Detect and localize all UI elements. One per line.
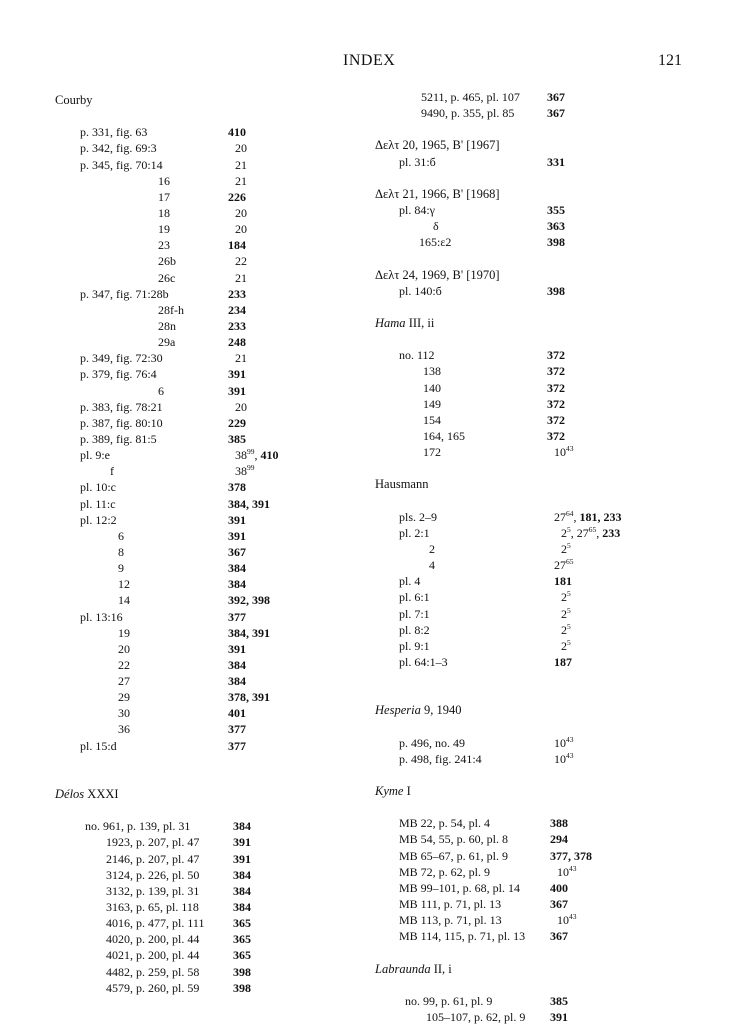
index-entry (55, 851, 345, 867)
entry-pages: 233 (228, 286, 246, 301)
index-entry (55, 834, 345, 850)
spacer (55, 108, 345, 124)
index-entry (55, 657, 345, 673)
entry-pages: 398 (233, 964, 251, 979)
entry-label: 3124, p. 226, pl. 50 (106, 867, 200, 882)
entry-label: 28f-h (158, 302, 184, 317)
entry-pages: 372 (547, 348, 565, 363)
entry-pages: 20 (235, 399, 247, 414)
entry-label: 172 (423, 445, 441, 460)
entry-pages: 226 (228, 189, 246, 204)
spacer (375, 331, 675, 347)
entry-pages: 372 (547, 364, 565, 379)
index-entry (55, 334, 345, 350)
entry-label: pl. 84:γ (399, 202, 435, 217)
entry-pages: 384 (233, 819, 251, 834)
entry-label: 4579, p. 260, pl. 59 (106, 980, 200, 995)
entry-pages: $10^{43}$ (557, 912, 577, 928)
entry-label: 4020, p. 200, pl. 44 (106, 932, 200, 947)
index-entry (55, 609, 345, 625)
index-entry (375, 218, 675, 234)
entry-pages: 229 (228, 415, 246, 430)
entry-pages: 391 (228, 641, 246, 656)
index-entry (55, 673, 345, 689)
entry-pages: 184 (228, 238, 246, 253)
entry-pages: 398 (547, 235, 565, 250)
index-column-left (55, 92, 345, 996)
entry-pages: 384 (233, 883, 251, 898)
spacer (375, 977, 675, 993)
index-heading: Courby (55, 93, 93, 107)
index-entry (55, 915, 345, 931)
entry-pages: 331 (547, 154, 565, 169)
entry-label: pl. 31:б (399, 154, 436, 169)
entry-label: 164, 165 (423, 428, 465, 443)
entry-label: 29 (118, 690, 130, 705)
index-entry (55, 399, 345, 415)
entry-pages: 372 (547, 396, 565, 411)
entry-label: 165:ε2 (419, 235, 452, 250)
entry-pages: 233 (228, 318, 246, 333)
index-entry (375, 347, 675, 363)
entry-label: 18 (158, 205, 170, 220)
index-entry (55, 350, 345, 366)
entry-pages: 391 (233, 835, 251, 850)
entry-label: 2 (429, 541, 435, 556)
spacer (375, 944, 675, 960)
index-entry (55, 237, 345, 253)
entry-label: δ (433, 219, 439, 234)
index-entry (55, 318, 345, 334)
entry-label: pl. 12:2 (80, 512, 117, 527)
entry-pages: $38^{99}$ (235, 463, 255, 479)
entry-pages: 378, 391 (228, 690, 270, 705)
entry-label: 14 (118, 593, 130, 608)
entry-pages: 378 (228, 480, 246, 495)
spacer (55, 802, 345, 818)
entry-label: 23 (158, 238, 170, 253)
entry-label: 105–107, p. 62, pl. 9 (426, 1010, 526, 1025)
entry-pages: 181 (554, 574, 572, 589)
index-entry (375, 234, 675, 250)
index-heading: Hama III, ii (375, 315, 435, 330)
entry-pages: 391 (228, 512, 246, 527)
entry-pages: 365 (233, 948, 251, 963)
entry-label: p. 383, fig. 78:21 (80, 399, 163, 414)
entry-label: pl. 64:1–3 (399, 654, 448, 669)
entry-label: 6 (158, 383, 164, 398)
index-heading: Δελτ 24, 1969, Β' [1970] (375, 267, 500, 282)
entry-label: 3163, p. 65, pl. 118 (106, 900, 199, 915)
entry-pages: $2^5$ (561, 589, 571, 605)
entry-pages: 21 (235, 351, 247, 366)
entry-label: 29a (158, 335, 176, 350)
spacer (375, 767, 675, 783)
entry-label: 22 (118, 657, 130, 672)
spacer (375, 718, 675, 734)
index-entry (375, 589, 675, 605)
spacer (375, 299, 675, 315)
index-column-right (375, 89, 675, 1025)
index-entry (55, 157, 345, 173)
index-entry (55, 641, 345, 657)
index-heading: Hausmann (375, 477, 429, 492)
entry-label: 4016, p. 477, pl. 111 (106, 916, 205, 931)
index-heading: Kyme I (375, 784, 411, 799)
index-entry (375, 751, 675, 767)
spacer (55, 770, 345, 786)
entry-pages: 367 (228, 544, 246, 559)
entry-pages: 391 (228, 383, 246, 398)
index-entry (375, 880, 675, 896)
entry-pages: 372 (547, 412, 565, 427)
entry-label: no. 112 (399, 348, 435, 363)
index-entry (55, 899, 345, 915)
entry-pages: 410 (228, 125, 246, 140)
entry-label: 8 (118, 544, 124, 559)
entry-label: f (110, 464, 114, 479)
index-entry (55, 964, 345, 980)
entry-pages: 400 (550, 880, 568, 895)
entry-pages: 21 (235, 157, 247, 172)
index-entry (55, 189, 345, 205)
entry-label: 36 (118, 722, 130, 737)
entry-pages: 377 (228, 722, 246, 737)
index-entry (375, 912, 675, 928)
entry-pages: 391 (228, 528, 246, 543)
spacer (375, 250, 675, 266)
index-entry (55, 544, 345, 560)
entry-pages: 21 (235, 173, 247, 188)
index-entry (55, 576, 345, 592)
index-entry (55, 883, 345, 899)
entry-label: MB 99–101, p. 68, pl. 14 (399, 880, 521, 895)
entry-label: 138 (423, 364, 441, 379)
index-heading: Δελτ 21, 1966, Β' [1968] (375, 186, 500, 201)
entry-pages: 355 (547, 202, 565, 217)
entry-label: 27 (118, 674, 130, 689)
entry-pages: $2^5$ (561, 540, 571, 556)
index-entry (375, 1009, 675, 1025)
entry-pages: 391 (228, 367, 246, 382)
index-entry (55, 705, 345, 721)
index-entry (375, 815, 675, 831)
entry-label: 17 (158, 189, 170, 204)
entry-pages: 384 (233, 900, 251, 915)
entry-pages: 385 (228, 431, 246, 446)
index-entry (55, 689, 345, 705)
entry-label: 4 (429, 558, 435, 573)
page-number: 121 (658, 52, 682, 69)
entry-pages: 372 (547, 380, 565, 395)
index-entry (375, 735, 675, 751)
entry-label: p. 496, no. 49 (399, 735, 465, 750)
entry-label: 16 (158, 173, 170, 188)
entry-label: 9 (118, 561, 124, 576)
index-heading: Hesperia 9, 1940 (375, 703, 462, 718)
entry-label: 4482, p. 259, pl. 58 (106, 964, 200, 979)
index-entry (375, 993, 675, 1009)
index-entry (375, 444, 675, 460)
entry-label: MB 113, p. 71, pl. 13 (399, 913, 502, 928)
entry-label: 149 (423, 396, 441, 411)
entry-pages: 388 (550, 816, 568, 831)
index-entry (375, 154, 675, 170)
index-entry (55, 625, 345, 641)
index-entry (375, 622, 675, 638)
entry-pages: 384 (233, 867, 251, 882)
entry-pages: 401 (228, 706, 246, 721)
entry-pages: $38^{99}$, 410 (235, 447, 279, 463)
entry-pages: $10^{43}$ (554, 734, 574, 750)
entry-label: 140 (423, 380, 441, 395)
index-entry (55, 738, 345, 754)
spacer (55, 754, 345, 770)
spacer (375, 686, 675, 702)
index-entry (55, 980, 345, 996)
entry-pages: 22 (235, 254, 247, 269)
entry-label: p. 379, fig. 76:4 (80, 367, 157, 382)
entry-pages: 384 (228, 577, 246, 592)
entry-pages: 294 (550, 832, 568, 847)
index-entry (375, 428, 675, 444)
index-entry (55, 592, 345, 608)
entry-label: 9490, p. 355, pl. 85 (421, 106, 515, 121)
index-entry (55, 496, 345, 512)
index-entry (375, 89, 675, 105)
index-entry (375, 363, 675, 379)
entry-label: 1923, p. 207, pl. 47 (106, 835, 200, 850)
entry-label: p. 349, fig. 72:30 (80, 351, 163, 366)
index-heading: Δελτ 20, 1965, Β' [1967] (375, 138, 500, 153)
index-entry (375, 396, 675, 412)
index-entry (375, 848, 675, 864)
entry-pages: 367 (550, 929, 568, 944)
entry-pages: $2^5$ (561, 605, 571, 621)
entry-label: pl. 8:2 (399, 622, 430, 637)
entry-pages: 365 (233, 932, 251, 947)
index-entry (375, 928, 675, 944)
index-entry (55, 205, 345, 221)
index-entry (55, 124, 345, 140)
entry-pages: 365 (233, 916, 251, 931)
entry-label: p. 389, fig. 81:5 (80, 431, 157, 446)
index-entry (375, 412, 675, 428)
index-entry (375, 638, 675, 654)
entry-pages: 384, 391 (228, 496, 270, 511)
entry-label: 3132, p. 139, pl. 31 (106, 883, 200, 898)
entry-label: pl. 10:c (80, 480, 116, 495)
entry-label: pl. 9:1 (399, 638, 430, 653)
entry-pages: $27^{65}$ (554, 557, 574, 573)
index-entry (375, 105, 675, 121)
entry-label: pl. 4 (399, 574, 421, 589)
entry-label: MB 114, 115, p. 71, pl. 13 (399, 929, 526, 944)
index-entry (375, 864, 675, 880)
entry-pages: 363 (547, 219, 565, 234)
entry-label: p. 342, fig. 69:3 (80, 141, 157, 156)
entry-label: pl. 9:e (80, 448, 110, 463)
entry-pages: $27^{64}$, 181, 233 (554, 508, 622, 524)
entry-label: MB 72, p. 62, pl. 9 (399, 864, 491, 879)
index-entry (55, 947, 345, 963)
entry-label: pl. 6:1 (399, 590, 430, 605)
entry-pages: 385 (550, 993, 568, 1008)
entry-label: 30 (118, 706, 130, 721)
entry-label: MB 54, 55, p. 60, pl. 8 (399, 832, 509, 847)
index-entry (55, 818, 345, 834)
entry-pages: 377, 378 (550, 848, 592, 863)
entry-pages: 392, 398 (228, 593, 270, 608)
entry-pages: 372 (547, 428, 565, 443)
entry-label: pl. 13:16 (80, 609, 123, 624)
entry-pages: 367 (550, 897, 568, 912)
entry-label: pl. 140:б (399, 283, 442, 298)
entry-pages: 377 (228, 609, 246, 624)
index-entry (55, 286, 345, 302)
entry-label: 4021, p. 200, pl. 44 (106, 948, 200, 963)
entry-pages: $10^{43}$ (554, 750, 574, 766)
entry-label: 20 (118, 641, 130, 656)
spacer (375, 670, 675, 686)
entry-pages: 384 (228, 657, 246, 672)
entry-label: 26c (158, 270, 176, 285)
entry-pages: 398 (233, 980, 251, 995)
spacer (375, 121, 675, 137)
index-entry (55, 173, 345, 189)
index-entry (375, 541, 675, 557)
index-entry (55, 270, 345, 286)
index-entry (55, 383, 345, 399)
index-entry (55, 931, 345, 947)
entry-label: MB 22, p. 54, pl. 4 (399, 816, 491, 831)
entry-label: p. 387, fig. 80:10 (80, 415, 163, 430)
entry-label: p. 347, fig. 71:28b (80, 286, 169, 301)
entry-label: 5211, p. 465, pl. 107 (421, 90, 520, 104)
index-entry (375, 606, 675, 622)
entry-pages: $10^{43}$ (554, 444, 574, 460)
entry-label: pl. 11:c (80, 496, 116, 511)
entry-pages: 367 (547, 90, 565, 104)
index-entry (375, 283, 675, 299)
entry-pages: $2^5$ (561, 621, 571, 637)
entry-pages: 20 (235, 141, 247, 156)
entry-label: 12 (118, 577, 130, 592)
entry-pages: $2^5$ (561, 637, 571, 653)
entry-label: 26b (158, 254, 176, 269)
index-entry (375, 509, 675, 525)
entry-label: 19 (118, 625, 130, 640)
index-entry (375, 831, 675, 847)
spacer (375, 799, 675, 815)
entry-pages: 391 (550, 1010, 568, 1025)
index-entry (55, 463, 345, 479)
entry-label: pls. 2–9 (399, 509, 438, 524)
entry-pages: 248 (228, 335, 246, 350)
entry-pages: 377 (228, 738, 246, 753)
entry-label: p. 331, fig. 63 (80, 125, 148, 140)
entry-label: 19 (158, 222, 170, 237)
entry-label: 6 (118, 528, 124, 543)
index-entry (55, 560, 345, 576)
entry-pages: 384 (228, 561, 246, 576)
index-entry (55, 140, 345, 156)
index-entry (375, 573, 675, 589)
entry-pages: 391 (233, 851, 251, 866)
index-entry (375, 525, 675, 541)
index-heading: Labraunda II, i (375, 961, 452, 976)
index-entry (55, 512, 345, 528)
entry-label: p. 498, fig. 241:4 (399, 751, 482, 766)
index-entry (55, 447, 345, 463)
entry-pages: 384 (228, 674, 246, 689)
entry-pages: 20 (235, 222, 247, 237)
index-entry (55, 415, 345, 431)
entry-label: pl. 7:1 (399, 606, 430, 621)
entry-label: 2146, p. 207, pl. 47 (106, 851, 200, 866)
entry-pages: 398 (547, 283, 565, 298)
entry-pages: 187 (554, 654, 572, 669)
index-entry (55, 479, 345, 495)
entry-pages: $2^5$, $27^{65}$, 233 (561, 524, 621, 540)
index-entry (55, 302, 345, 318)
spacer (375, 493, 675, 509)
index-entry (55, 528, 345, 544)
index-entry (55, 253, 345, 269)
entry-label: no. 961, p. 139, pl. 31 (85, 819, 191, 834)
entry-pages: 367 (547, 106, 565, 121)
index-heading: Délos XXXI (55, 787, 119, 802)
index-entry (375, 654, 675, 670)
index-entry (375, 896, 675, 912)
entry-pages: $10^{43}$ (557, 863, 577, 879)
index-entry (375, 380, 675, 396)
entry-label: MB 111, p. 71, pl. 13 (399, 897, 502, 912)
index-entry (55, 867, 345, 883)
spacer (375, 460, 675, 476)
entry-label: pl. 2:1 (399, 525, 430, 540)
index-entry (375, 557, 675, 573)
entry-pages: 234 (228, 302, 246, 317)
index-entry (55, 366, 345, 382)
index-entry (55, 721, 345, 737)
spacer (375, 170, 675, 186)
entry-pages: 20 (235, 205, 247, 220)
index-entry (55, 221, 345, 237)
entry-label: pl. 15:d (80, 738, 117, 753)
index-entry (375, 202, 675, 218)
page-title: INDEX (343, 52, 396, 69)
entry-label: p. 345, fig. 70:14 (80, 157, 163, 172)
entry-label: 154 (423, 412, 441, 427)
entry-pages: 21 (235, 270, 247, 285)
entry-label: no. 99, p. 61, pl. 9 (405, 993, 493, 1008)
entry-label: MB 65–67, p. 61, pl. 9 (399, 848, 509, 863)
entry-pages: 384, 391 (228, 625, 270, 640)
index-entry (55, 431, 345, 447)
entry-label: 28n (158, 318, 176, 333)
